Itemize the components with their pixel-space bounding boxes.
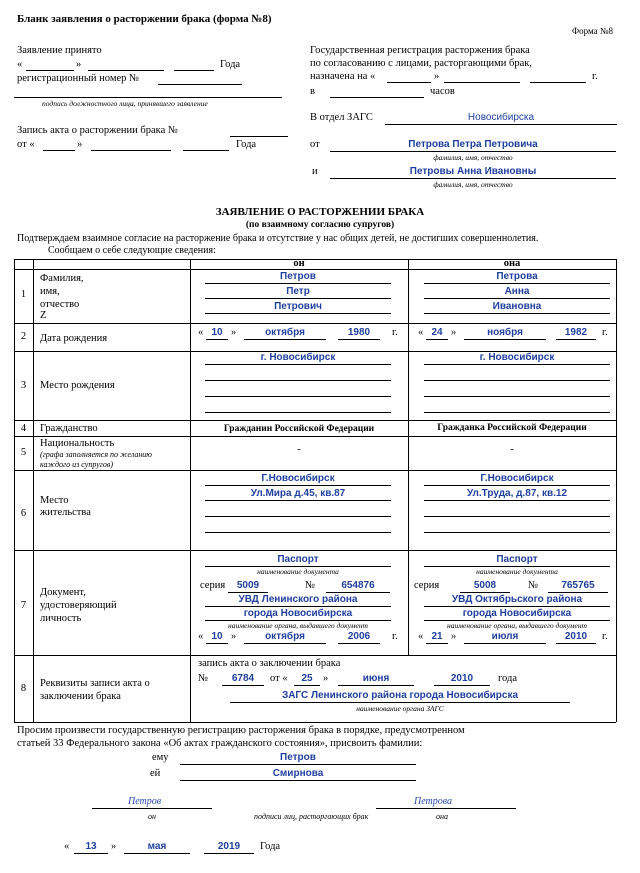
she-residence-city: Г.Новосибирск — [480, 473, 554, 484]
she-first-name: Анна — [504, 286, 530, 297]
she-residence-field[interactable] — [424, 500, 610, 501]
he-residence-city: Г.Новосибирск — [261, 473, 335, 484]
row-number: 5 — [20, 447, 27, 458]
row-label: Дата рождения — [40, 333, 108, 344]
marriage-registry-office-field[interactable] — [230, 702, 570, 703]
registration-day-field[interactable] — [387, 82, 431, 83]
wife-name: Петровы Анна Ивановны — [409, 166, 537, 177]
accepted-month-field[interactable] — [88, 70, 164, 71]
registration-line-3: назначена на « — [310, 71, 376, 82]
row-label: жительства — [40, 507, 91, 518]
application-day: 13 — [85, 841, 97, 852]
he-doc-series-field[interactable] — [228, 592, 268, 593]
wife-field[interactable] — [330, 178, 616, 179]
she-birth-year: 1982 — [564, 327, 588, 338]
and-label: и — [312, 166, 318, 177]
she-doc-issuer: города Новосибирска — [462, 608, 572, 619]
she-birthplace-field[interactable] — [424, 380, 610, 381]
quote-close: » — [451, 327, 457, 338]
row-label: Место рождения — [40, 380, 115, 391]
he-doc-day: 10 — [211, 631, 223, 642]
he-birth-month: октября — [265, 327, 305, 338]
row-label: отчество — [40, 299, 80, 310]
quote-close-2: » — [77, 139, 83, 150]
she-birth-day-field[interactable] — [426, 339, 448, 340]
signatures-note: подписи лиц, расторгающих брак — [254, 812, 369, 821]
nationality-note: (графа заполняется по желанию — [40, 450, 152, 459]
he-birth-day-field[interactable] — [206, 339, 228, 340]
he-birth-year-field[interactable] — [338, 339, 380, 340]
confirm-text: Подтверждаем взаимное согласие на расторжение брака и отсутствие у нас общих детей, не достигших совершеннолетия. — [17, 233, 539, 244]
row-label: Z — [40, 310, 47, 321]
row-number: 6 — [20, 508, 27, 519]
inform-text: Сообщаем о себе следующие сведения: — [48, 245, 216, 256]
g-label: г. — [392, 327, 398, 338]
she-doc-number: 765765 — [561, 580, 595, 591]
registration-line-1: Государственная регистрация расторжения брака — [310, 45, 530, 56]
he-doc-type: Паспорт — [277, 554, 319, 565]
she-last-name-field[interactable] — [424, 283, 610, 284]
row-number: 4 — [20, 423, 27, 434]
row-label: имя, — [40, 286, 60, 297]
he-residence-field[interactable] — [205, 532, 391, 533]
she-birth-month-field[interactable] — [464, 339, 546, 340]
from-label: от — [310, 139, 320, 150]
registry-note: наименование органа ЗАГС — [356, 704, 444, 713]
quote-close: » — [323, 673, 329, 684]
reg-number-field[interactable] — [158, 84, 242, 85]
she-doc-day-field[interactable] — [426, 643, 448, 644]
application-year: 2019 — [217, 841, 241, 852]
she-birth-day: 24 — [431, 327, 443, 338]
he-doc-year-field[interactable] — [338, 643, 380, 644]
row-number: 1 — [20, 289, 27, 300]
quote-close: » — [76, 59, 82, 70]
from-label: от « — [270, 673, 288, 684]
row-label: Гражданство — [40, 423, 98, 434]
her-label: ей — [150, 768, 161, 779]
quote-close: » — [231, 327, 237, 338]
she-birthplace-field[interactable] — [424, 364, 610, 365]
he-last-name: Петров — [280, 271, 316, 282]
number-label: № — [198, 673, 209, 684]
he-patronymic-field[interactable] — [205, 313, 391, 314]
marriage-year-field[interactable] — [434, 685, 490, 686]
him-label: ему — [152, 752, 169, 763]
act-month-field[interactable] — [91, 150, 171, 151]
she-doc-type: Паспорт — [496, 554, 538, 565]
he-doc-day-field[interactable] — [206, 643, 228, 644]
fio-note-2: фамилия, имя, отчество — [433, 180, 513, 189]
issuer-note: наименование органа, выдавшего документ — [228, 621, 368, 630]
marriage-record-number-field[interactable] — [222, 685, 264, 686]
quote-open: « — [64, 841, 70, 852]
issuer-note: наименование органа, выдавшего документ — [447, 621, 587, 630]
she-patronymic: Ивановна — [492, 301, 542, 312]
application-month-field[interactable] — [124, 853, 190, 854]
he-nationality: - — [297, 444, 301, 455]
reg-number-label: регистрационный номер № — [17, 73, 140, 84]
marriage-year: 2010 — [450, 673, 474, 684]
he-doc-month-field[interactable] — [244, 643, 326, 644]
marriage-month-field[interactable] — [338, 685, 414, 686]
new-surname-him-field[interactable] — [180, 764, 416, 765]
column-she: она — [503, 258, 521, 269]
act-number-field[interactable] — [230, 136, 288, 137]
new-surname-her: Смирнова — [272, 768, 324, 779]
g-label: г. — [602, 327, 608, 338]
registration-month-field[interactable] — [444, 82, 520, 83]
request-text-2: статьей 33 Федерального закона «Об актах гражданского состояния», присвоить фамилии: — [17, 738, 423, 749]
application-month: мая — [147, 841, 167, 852]
main-title: ЗАЯВЛЕНИЕ О РАСТОРЖЕНИИ БРАКА — [215, 206, 425, 218]
he-birth-month-field[interactable] — [244, 339, 326, 340]
g-label: г. — [592, 71, 598, 82]
he-doc-number: 654876 — [341, 580, 375, 591]
row-label: удостоверяющий — [40, 600, 117, 611]
quote-close: » — [451, 631, 457, 642]
he-residence-field[interactable] — [205, 485, 391, 486]
row-label: Реквизиты записи акта о — [40, 678, 150, 689]
g-label: г. — [602, 631, 608, 642]
new-surname-her-field[interactable] — [180, 780, 416, 781]
she-patronymic-field[interactable] — [424, 313, 610, 314]
signature-he: Петров — [128, 796, 162, 807]
she-birth-year-field[interactable] — [556, 339, 596, 340]
she-doc-series: 5008 — [473, 580, 497, 591]
official-sign-line — [14, 97, 282, 98]
quote-open: « — [198, 631, 204, 642]
request-text-1: Просим произвести государственную регистрацию расторжения брака в порядке, предусмотренном — [17, 725, 465, 736]
row-number: 7 — [20, 600, 27, 611]
row-label: заключении брака — [40, 691, 121, 702]
marriage-record-number: 6784 — [231, 673, 255, 684]
she-residence-field[interactable] — [424, 516, 610, 517]
form-title: Бланк заявления о расторжении брака (форма №8) — [17, 13, 272, 25]
she-caption: она — [436, 812, 448, 821]
official-sign-note: подпись должностного лица, принявшего заявление — [42, 99, 208, 108]
registration-hour-field[interactable] — [330, 97, 424, 98]
she-doc-issuer: УВД Октябрьского района — [451, 594, 583, 605]
she-birthplace-field[interactable] — [424, 396, 610, 397]
new-surname-him: Петров — [280, 752, 316, 763]
doc-note: наименование документа — [476, 567, 558, 576]
registration-line-2: по согласованию с лицами, расторгающими брак, — [310, 58, 533, 69]
accepted-label: Заявление принято — [17, 45, 102, 56]
he-doc-month: октября — [265, 631, 305, 642]
he-doc-series: 5009 — [236, 580, 260, 591]
she-birthplace-field[interactable] — [424, 412, 610, 413]
he-citizenship: Гражданин Российской Федерации — [223, 424, 375, 434]
she-citizenship: Гражданка Российской Федерации — [437, 423, 587, 433]
he-residence-field[interactable] — [205, 516, 391, 517]
she-doc-month: июля — [491, 631, 519, 642]
row-label: Документ, — [40, 587, 86, 598]
she-doc-series-field[interactable] — [460, 592, 510, 593]
he-doc-number-field[interactable] — [326, 592, 390, 593]
she-nationality: - — [510, 444, 514, 455]
accepted-day-field[interactable] — [26, 70, 74, 71]
zags-city: Новосибирска — [467, 112, 535, 123]
accepted-year-field[interactable] — [174, 70, 214, 71]
he-birthplace-field[interactable] — [205, 380, 391, 381]
he-doc-year: 2006 — [347, 631, 371, 642]
marriage-record-label: запись акта о заключении брака — [198, 658, 341, 669]
husband-field[interactable] — [330, 151, 616, 152]
year-word: Года — [260, 841, 281, 852]
marriage-month: июня — [362, 673, 390, 684]
he-birthplace-field[interactable] — [205, 364, 391, 365]
she-doc-month-field[interactable] — [464, 643, 546, 644]
he-birth-day: 10 — [211, 327, 223, 338]
he-residence-street: Ул.Мира д.45, кв.87 — [250, 488, 346, 499]
year-label: Года — [220, 59, 241, 70]
act-year-field[interactable] — [183, 150, 229, 151]
row-number: 3 — [20, 380, 27, 391]
registration-year-field[interactable] — [530, 82, 586, 83]
he-caption: он — [148, 812, 156, 821]
form-number: Форма №8 — [572, 26, 613, 36]
she-doc-year-field[interactable] — [556, 643, 596, 644]
quote-close-3: » — [434, 71, 440, 82]
he-first-name: Петр — [286, 286, 310, 297]
row-number: 8 — [20, 683, 27, 694]
she-doc-year: 2010 — [564, 631, 588, 642]
he-patronymic: Петрович — [274, 301, 322, 312]
she-doc-day: 21 — [431, 631, 443, 642]
quote-open: « — [17, 59, 23, 70]
he-birthplace-field[interactable] — [205, 412, 391, 413]
marriage-day: 25 — [301, 673, 313, 684]
husband-name: Петрова Петра Петровича — [408, 139, 538, 150]
she-last-name: Петрова — [496, 271, 538, 282]
he-birth-year: 1980 — [347, 327, 371, 338]
act-day-field[interactable] — [43, 150, 75, 151]
number-label: № — [528, 580, 539, 591]
she-birthplace: г. Новосибирск — [479, 352, 555, 363]
quote-open: « — [198, 327, 204, 338]
she-birth-month: ноября — [487, 327, 523, 338]
marriage-registry-office: ЗАГС Ленинского района города Новосибирска — [281, 690, 519, 701]
he-birthplace-field[interactable] — [205, 396, 391, 397]
she-doc-number-field[interactable] — [548, 592, 608, 593]
he-doc-issuer-field[interactable] — [205, 606, 391, 607]
number-label: № — [305, 580, 316, 591]
he-first-name-field[interactable] — [205, 298, 391, 299]
she-residence-street: Ул.Труда, д.87, кв.12 — [466, 488, 568, 499]
g-label: г. — [392, 631, 398, 642]
signature-he-line[interactable] — [92, 808, 212, 809]
signature-she: Петрова — [414, 796, 453, 807]
quote-open: « — [418, 631, 424, 642]
he-last-name-field[interactable] — [205, 283, 391, 284]
act-record-label: Запись акта о расторжении брака № — [17, 125, 178, 136]
year-label-2: Года — [236, 139, 257, 150]
year-word: года — [498, 673, 517, 684]
application-day-field[interactable] — [74, 853, 108, 854]
he-doc-issuer: УВД Ленинского района — [238, 594, 358, 605]
zags-field[interactable] — [385, 124, 617, 125]
quote-close: » — [111, 841, 117, 852]
nationality-note: каждого из супругов) — [40, 460, 114, 469]
he-birthplace: г. Новосибирск — [260, 352, 336, 363]
doc-note: наименование документа — [257, 567, 339, 576]
she-residence-field[interactable] — [424, 485, 610, 486]
she-first-name-field[interactable] — [424, 298, 610, 299]
series-label: серия — [414, 580, 440, 591]
column-he: он — [293, 258, 305, 269]
marriage-day-field[interactable] — [294, 685, 320, 686]
she-residence-field[interactable] — [424, 532, 610, 533]
application-year-field[interactable] — [204, 853, 254, 854]
v-label: в — [310, 86, 315, 97]
zags-label: В отдел ЗАГС — [310, 112, 373, 123]
row-label: Место — [40, 495, 69, 506]
he-doc-issuer: города Новосибирска — [243, 608, 353, 619]
signature-she-line[interactable] — [376, 808, 516, 809]
hours-label: часов — [430, 86, 455, 97]
act-from-label: от « — [17, 139, 35, 150]
series-label: серия — [200, 580, 226, 591]
row-label: личность — [40, 613, 82, 624]
row-number: 2 — [20, 331, 27, 342]
quote-open: « — [418, 327, 424, 338]
quote-close: » — [231, 631, 237, 642]
row-label: Фамилия, — [40, 273, 84, 284]
she-doc-issuer-field[interactable] — [424, 606, 610, 607]
row-label: Национальность — [40, 438, 115, 449]
fio-note-1: фамилия, имя, отчество — [433, 153, 513, 162]
main-subtitle: (по взаимному согласию супругов) — [245, 220, 395, 230]
he-residence-field[interactable] — [205, 500, 391, 501]
